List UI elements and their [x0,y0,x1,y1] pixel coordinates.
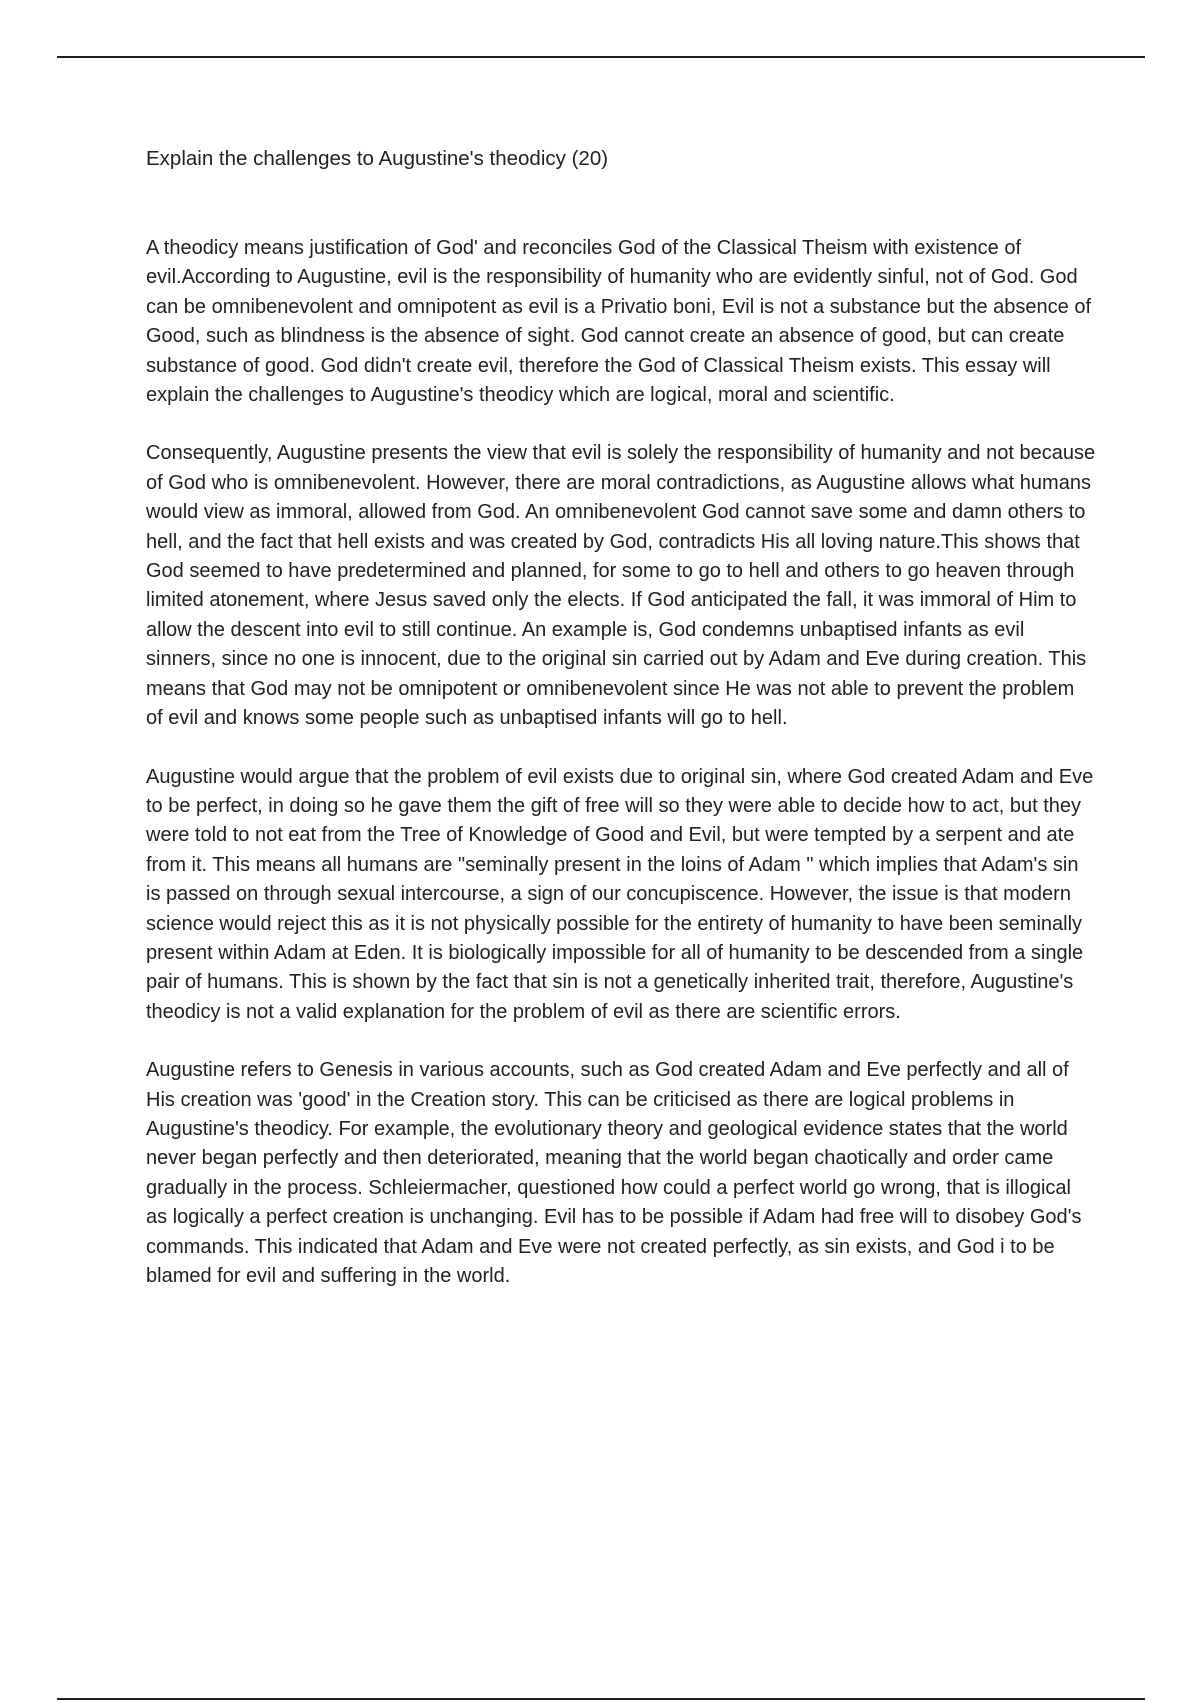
top-divider [57,56,1145,58]
paragraph-moral-challenge: Consequently, Augustine presents the view that evil is solely the responsibility of humanity and not because of God who is omnibenevolent. However, there are moral contradictions, as Augustine allows what humans would view as immoral, allowed from God. An omnibenevolent God cannot save some and damn others to hell, and the fact that hell exists and was created by God, contradicts His all loving nature.This shows that God seemed to have predetermined and planned, for some to go to hell and others to go heaven through limited atonement, where Jesus saved only the elects. If God anticipated the fall, it was immoral of Him to allow the descent into evil to still continue. An example is, God condemns unbaptised infants as evil sinners, since no one is innocent, due to the original sin carried out by Adam and Eve during creation. This means that God may not be omnipotent or omnibenevolent since He was not able to prevent the problem of evil and knows some people such as unbaptised infants will go to hell. [146,442,1096,730]
paragraph-scientific-challenge: Augustine would argue that the problem of evil exists due to original sin, where God created Adam and Eve to be perfect, in doing so he gave them the gift of free will so they were able to decide how to act, but they were told to not eat from the Tree of Knowledge of Good and Evil, but were tempted by a serpent and ate from it. This means all humans are "seminally present in the loins of Adam " which implies that Adam's sin is passed on through sexual intercourse, a sign of our concupiscence. However, the issue is that modern science would reject this as it is not physically possible for the entirety of humanity to have been seminally present within Adam at Eden. It is biologically impossible for all of humanity to be descended from a single pair of humans. This is shown by the fact that sin is not a genetically inherited trait, therefore, Augustine's theodicy is not a valid explanation for the problem of evil as there are scientific errors. [146,765,1094,1023]
essay-body [146,144,1096,1320]
paragraph-introduction: A theodicy means justification of God' and reconciles God of the Classical Theism with existence of evil.According to Augustine, evil is the responsibility of humanity who are evidently sinful, not of God. God can be omnibenevolent and omnipotent as evil is a Privatio boni, Evil is not a substance but the absence of Good, such as blindness is the absence of sight. God cannot create an absence of good, but can create substance of good. God didn't create evil, therefore the God of Classical Theism exists. This essay will explain the challenges to Augustine's theodicy which are logical, moral and scientific. [146,237,1092,407]
essay-title: Explain the challenges to Augustine's theodicy (20) [146,147,609,170]
paragraph-logical-challenge: Augustine refers to Genesis in various accounts, such as God created Adam and Eve perfectly and all of His creation was 'good' in the Creation story. This can be criticised as there are logical problems in Augustine's theodicy. For example, the evolutionary theory and geological evidence states that the world never began perfectly and then deteriorated, meaning that the world began chaotically and order came gradually in the process. Schleiermacher, questioned how could a perfect world go wrong, that is illogical as logically a perfect creation is unchanging. Evil has to be possible if Adam had free will to disobey God's commands. This indicated that Adam and Eve were not created perfectly, as sin exists, and God i to be blamed for evil and suffering in the world. [146,1059,1082,1287]
